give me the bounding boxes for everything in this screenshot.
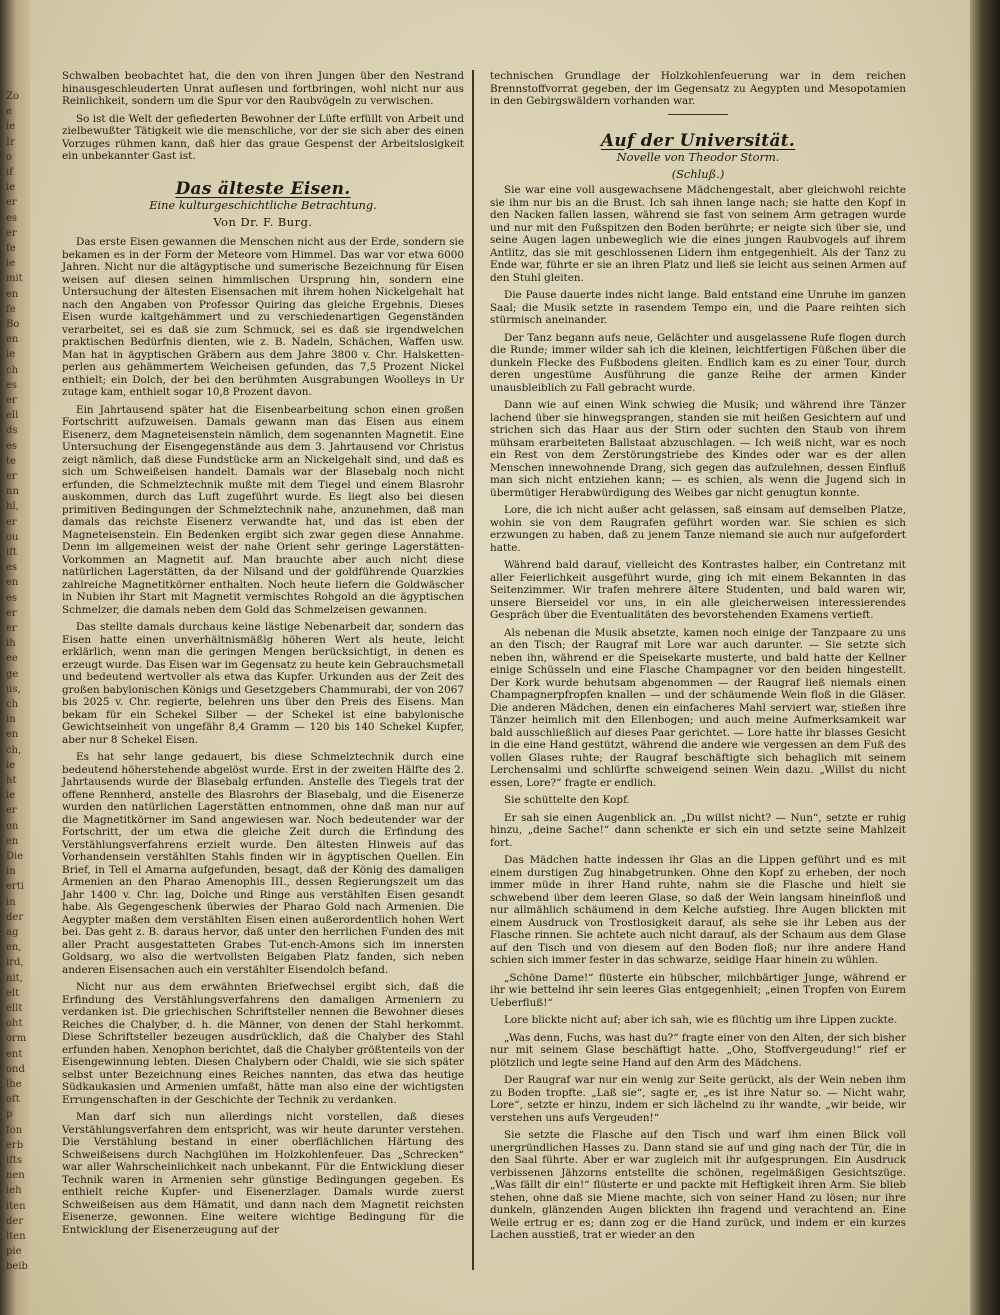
margin-fragment: ih: [6, 638, 16, 650]
margin-fragment: in: [6, 896, 16, 908]
article-author-eisen: Von Dr. F. Burg.: [213, 214, 313, 229]
margin-fragment: iten: [6, 1200, 26, 1212]
margin-fragment: Bo: [6, 319, 20, 330]
margin-fragment: ellt: [6, 1003, 23, 1014]
margin-fragment: es: [6, 562, 18, 574]
margin-fragment: oht: [6, 1018, 23, 1030]
margin-fragment: ird,: [6, 957, 24, 969]
margin-fragment: lhe: [6, 1079, 22, 1090]
paragraph: Als nebenan die Musik absetzte, kamen noch einige der Tanzpaare zu uns an den Tisch; der Raugraf mit Lore war auch darunter. — Sie setzte sich neben ihn, während er die Speisekarte musterte, und bald hatte der Kellner einige Schüsseln und eine Flasche Champagner vor den beiden hingestellt. Der Kork wurde behutsam abgenommen — der Raugraf ließ niemals einen Champagnerpfropfen knallen — und der schäumende Wein floß in die Gläser. Die anderen Mädchen, denen ein einfacheres Mahl serviert war, stießen ihre Tänzer heimlich mit den Ellenbogen; und auch meine Aufmerksamkeit war bald ausschließlich auf dieses Paar gerichtet. — Lore hatte ihr blasses Gesicht in die eine Hand gestützt, während die andere wie vergessen an dem Fuß des vollen Glases ruhte; der Raugraf beschäftigte sich behaglich mit seinem Lerchensalmi und schlürfte schweigend seinen Wein dazu. „Willst du nicht essen, Lore?“ fragte er endlich.: [490, 626, 906, 789]
paragraph: „Schöne Dame!“ flüsterte ein hübscher, milchbärtiger Junge, während er ihr wie bettelnd ihr sein leeres Glas entgegenhielt; „einen Tropfen von Eurem Ueberfluß!“: [490, 971, 906, 1009]
right-intro-text: [490, 70, 906, 108]
margin-fragment: en: [6, 835, 19, 847]
margin-fragment: on: [6, 820, 19, 832]
paragraph: Man darf sich nun allerdings nicht vorstellen, daß dieses Verstählungsverfahren dem entspricht, was wir heute darunter verstehen. Die Verstählung bestand in einer oberflächlichen Härtung des Schweißeisens durch Nachglühen im Holzkohlenfeuer. Das „Schrecken“ war aller Wahrscheinlichkeit nach unbekannt. Für die Entwicklung dieser Technik waren in Armenien sehr günstige Bedingungen gegeben. Es enthielt reiche Kupfer- und Eisenerzlager. Damals wurde zuerst Schweißeisen aus dem Hämatit, und dann nach dem Magnetit reichsten Eisenerze, gewonnen. Eine weitere wichtige Bedingung für die Entwicklung der Eisenerzeugung auf der: [62, 1111, 464, 1236]
article-body-universitaet: [490, 184, 906, 1242]
paragraph: Lore, die ich nicht außer acht gelassen, saß einsam auf demselben Platze, wohin sie von dem Raugrafen geführt worden war. Sie schien es sich erzwungen zu haben, daß zu jenem Tanze niemand sie auch nur aufgefordert hatte.: [490, 504, 906, 554]
margin-fragment: hl,: [6, 501, 19, 513]
adjacent-page-strip: [0, 0, 30, 1315]
margin-fragment: ell: [6, 410, 19, 422]
margin-fragment: er: [6, 623, 17, 634]
margin-fragment: us,: [6, 683, 21, 695]
margin-fragment: erti: [6, 881, 24, 893]
margin-fragment: es: [6, 592, 18, 604]
paragraph: Sie schüttelte den Kopf.: [504, 794, 630, 806]
margin-fragment: if: [6, 167, 13, 178]
margin-fragment: ie: [6, 759, 16, 771]
margin-fragment: ch: [6, 699, 19, 710]
margin-fragment: oft: [6, 1094, 20, 1106]
margin-fragment: mit: [6, 273, 23, 285]
margin-fragment: ifts: [6, 1155, 23, 1166]
margin-fragment: te: [6, 455, 16, 467]
margin-fragment: en: [6, 334, 19, 346]
margin-fragment: es: [6, 212, 18, 224]
margin-fragment: ent: [6, 1048, 23, 1060]
margin-fragment: in: [6, 714, 16, 726]
margin-fragment: fon: [6, 1124, 23, 1136]
book-spine-edge: [970, 0, 1000, 1315]
margin-fragment: e: [6, 106, 12, 118]
margin-fragment: ag: [6, 927, 19, 938]
article-note-universitaet: (Schluß.): [671, 166, 725, 181]
margin-fragment: er: [6, 197, 17, 209]
margin-fragment: Ir: [6, 136, 15, 148]
margin-fragment: en: [6, 288, 19, 300]
margin-fragment: Zo: [6, 91, 19, 102]
margin-fragment: nen: [6, 1170, 25, 1182]
margin-fragment: fe: [6, 303, 16, 315]
margin-fragment: ie: [6, 790, 16, 802]
paragraph: Der Raugraf war nur ein wenig zur Seite gerückt, als der Wein neben ihm zu Boden tropfte. „Laß sie“, sagte er, „es ist ihre Natur so. — Nicht wahr, Lore“, setzte er hinzu, indem er sich lächelnd zu ihr wandte, „wir beide, wir verstehen uns aufs Vergeuden!“: [490, 1074, 906, 1124]
newspaper-page: [30, 0, 970, 1315]
margin-fragment: ee: [6, 653, 18, 665]
margin-fragment: ie: [6, 121, 16, 133]
margin-fragment: pie: [6, 1246, 22, 1258]
paragraph: Das erste Eisen gewannen die Menschen nicht aus der Erde, sondern sie bekamen es in der Form der Meteore vom Himmel. Das war vor etwa 6000 Jahren. Nicht nur die altägyptische und sumerische Bezeichnung für Eisen weisen auf diesen seinen himmlischen Ursprung hin, sondern eine Untersuchung der ältesten Eisensachen mit ihrem hohen Nickelgehalt hat nach den Angaben von Professor Quiring das gleiche Ergebnis. Dieses Eisen wurde kaltgehämmert und zu verschiedenartigen Gegenständen verarbeitet, sei es daß sie zum Schmuck, sei es daß sie irgendwelchen praktischen Bedürfnis dienten, wie z. B. Nadeln, Schächen, Waffen usw. Man hat in ägyptischen Gräbern aus dem Jahre 3800 v. Chr. Halsketten-perlen aus gehämmertem Weicheisen gefunden, das 7,5 Prozent Nickel enthielt; ein Dolch, der bei den berühmten Ausgrabungen Woolleys in Ur zutage kam, enthielt sogar 10,8 Prozent davon.: [62, 236, 464, 398]
margin-fragment: ie: [6, 349, 16, 361]
margin-fragment: der: [6, 911, 24, 923]
margin-fragment: er: [6, 607, 17, 619]
section-divider: [668, 114, 728, 115]
margin-fragment: er: [6, 395, 17, 406]
paragraph: Der Tanz begann aufs neue, Gelächter und ausgelassene Rufe flogen durch die Runde; immer wilder sah ich die kleinen, leichtfertigen Füßchen über die dunkeln Flecke des Fußbodens gleiten. Endlich kam es zu einer Tour, durch deren ungestüme Ausführung die ganze Reihe der armen Kinder unausbleiblich zu Fall gebracht wurde.: [490, 331, 906, 394]
margin-fragment: p: [6, 1109, 13, 1121]
margin-fragment: er: [6, 516, 17, 528]
margin-fragment: der: [6, 1215, 24, 1227]
margin-fragment: erb: [6, 1139, 24, 1151]
margin-fragment: ift: [6, 547, 17, 558]
column-divider: [472, 70, 474, 1270]
article-subtitle-eisen: Eine kulturgeschichtliche Betrachtung.: [149, 198, 377, 212]
margin-fragment: er: [6, 227, 17, 239]
paragraph: Lore blickte nicht auf; aber ich sah, wie es flüchtig um ihre Lippen zuckte.: [504, 1014, 898, 1026]
margin-fragment: ge: [6, 668, 19, 680]
margin-fragment: o: [6, 151, 13, 163]
paragraph: Er sah sie einen Augenblick an. „Du willst nicht? — Nun“, setzte er ruhig hinzu, „deine Sache!“ dann schenkte er sich ein und setzte seine Mahlzeit fort.: [490, 811, 906, 849]
margin-fragment: ch: [6, 364, 19, 376]
margin-fragment: en: [6, 729, 19, 741]
paragraph: Es hat sehr lange gedauert, bis diese Schmelztechnik durch eine bedeutend höherstehende abgelöst wurde. Erst in der zweiten Hälfte des 2. Jahrtausends wurde der Blasebalg erfunden. Anstelle des Tiegels trat der offene Rennherd, anstelle des Blasrohrs der Blasebalg, und die Eisenerze wurden den natürlichen Lagerstätten entnommen, ohne daß man nur auf die Magnetitkörner im Sand angewiesen war. Noch bedeutender war der Fortschritt, der um etwa die gleiche Zeit durch die Erfindung des Verstählungsverfahrens erzielt wurde. Den ältesten Hinweis auf das Vorhandensein verstählten Stahls finden wir in ägyptischen Quellen. Ein Brief, in Tell el Amarna aufgefunden, besagt, daß der König des damaligen Armenien an den Pharao Amenophis III., dessen Regierungszeit um das Jahr 1400 v. Chr. lag, Dolche und Ringe aus verstählten Eisen gesandt habe. Als Gegengeschenk überwies der Pharao Gold nach Armenien. Die Aegypter maßen dem verstählten Eisen einen außerordentlich hohen Wert bei. Das geht z. B. daraus hervor, daß unter den herrlichen Funden des mit aller Pracht ausgestatteten Grabes Tut-ench-Amons sich im innersten Goldsarg, wo also die wertvollsten Beigaben Platz fanden, sich neben anderen Eisensachen auch ein verstählter Eisendolch befand.: [62, 751, 464, 976]
article-title-universitaet: Auf der Universität.: [600, 130, 796, 151]
margin-fragment: es: [6, 379, 18, 391]
paragraph: Schwalben beobachtet hat, die den von ihren Jungen über den Nestrand hinausgeschleuderten Unrat auflesen und fortbringen, wohl nicht nur aus Reinlichkeit, sondern um die Spur vor den Raubvögeln zu verwischen.: [62, 70, 464, 107]
paragraph: Das Mädchen hatte indessen ihr Glas an die Lippen geführt und es mit einem durstigen Zug hinabgetrunken. Ohne den Kopf zu erheben, der noch immer müde in ihrer Hand ruhte, nahm sie die Flasche und hielt sie schwebend über dem leeren Glase, so daß der Wein langsam hineinfloß und nur allmählich schäumend in dem Kelche aufstieg. Ihre Augen blickten mit einem Ausdruck von Trostlosigkeit darauf, als sehe sie ihr Leben aus der Flasche rinnen. Sie achtete auch nicht darauf, als der Schaum aus dem Glase auf den Tisch und von diesem auf den Boden floß; nur ihre andere Hand schien sich immer fester in das schwarze, seidige Haar hinein zu wühlen.: [490, 854, 906, 966]
margin-fragment: nn: [6, 486, 19, 498]
paragraph: technischen Grundlage der Holzkohlenfeuerung war in dem reichen Brennstoffvorrat gegeben, der im Gegensatz zu Aegypten und Mesopotamien in den Gebirgswäldern vorhanden war.: [490, 70, 906, 107]
paragraph: Dann wie auf einen Wink schwieg die Musik; und während ihre Tänzer lachend über sie hinwegsprangen, standen sie mit heißen Gesichtern auf und strichen sich das Haar aus der Stirn oder suchten den Staub von ihrem mühsam erarbeiteten Ballstaat abzuschlagen. — Ich weiß nicht, war es noch ein Rest von dem Zerstörungstriebe des Kindes oder war es der allen Menschen innewohnende Drang, sich gegen das aufzulehnen, dessen Einfluß man sich nicht entziehen kann; — es schien, als wenn die Jugend sich in übermütiger Herabwürdigung des Weibes gar nicht genugtun konnte.: [490, 399, 906, 499]
paragraph: Die Pause dauerte indes nicht lange. Bald entstand eine Unruhe im ganzen Saal; die Musik setzte in rasendem Tempo ein, und die Paare reihten sich stürmisch aneinander.: [490, 289, 906, 326]
paragraph: Sie war eine voll ausgewachsene Mädchengestalt, aber gleichwohl reichte sie ihm nur bis an die Brust. Ich sah ihnen lange nach; sie hatte den Kopf in den Nacken fallen lassen, während sie fast von seinem Arm getragen wurde und nur mit den Fußspitzen den Boden berührte; er neigte sich über sie, und seine Augen lagen unbeweglich wie die eines jungen Raubvogels auf ihrem Antlitz, das sie mit geschlossenen Lidern ihm entgegenhielt. Als der Tanz zu Ende war, führte er sie an ihren Platz und ließ sie leicht aus seinen Armen auf den Stuhl gleiten.: [490, 184, 906, 284]
margin-fragment: ht: [6, 775, 17, 786]
left-intro-text: [62, 70, 464, 163]
left-column: [62, 70, 464, 1270]
paragraph: Ein Jahrtausend später hat die Eisenbearbeitung schon einen großen Fortschritt aufzuweisen. Damals gewann man das Eisen aus einem Eisenerz, dem Magneteisenstein nämlich, dem sogenannten Magnetit. Eine Untersuchung der Eisengegenstände aus dem 3. Jahrtausend vor Christus zeigt nämlich, daß diese Fundstücke arm an Nickelgehalt sind, und daß es sich um Schweißeisen handelt. Damals war der Blasebalg noch nicht erfunden, die Schmelztechnik mußte mit dem Tiegel und einem Blasrohr auskommen, durch das Luft zugeführt wurde. Es liegt also bei diesen primitiven Bedingungen der Schmelztechnik nahe, anzunehmen, daß man damals das reichste Eisenerz verwandte hat, und das ist eben der Magneteisenstein. Ein Bedenken ergibt sich zwar gegen diese Annahme. Denn im allgemeinen weist der nahe Orient sehr geringe Lagerstätten-Vorkommen an Magnetit auf. Man brauchte aber auch nicht diese natürlichen Lagerstätten, da der Nilsand und der goldführende Quarzkies zahlreiche Magnetitkörner enthalten. Noch heute liefern die Goldwäscher in Nubien ihr Start mit Magnetit vermischtes Rohgold an die ägyptischen Schmelzer, die damals neben dem Gold das Schmelzeisen gewannen.: [62, 403, 464, 616]
article-title-eisen: Das älteste Eisen.: [175, 178, 351, 199]
margin-fragment: er: [6, 805, 17, 817]
margin-fragment: ie: [6, 182, 16, 194]
paragraph: Sie setzte die Flasche auf den Tisch und warf ihm einen Blick voll unergründlichen Hasses zu. Dann stand sie auf und ging nach der Tür, die in den Saal führte. Aber er war zugleich mit ihr aufgesprungen. Ein Ausdruck verbissenen Jähzorns entstellte die schönen, regelmäßigen Gesichtszüge. „Was fällt dir ein!“ flüsterte er und packte mit Heftigkeit ihren Arm. Sie blieb stehen, ohne daß sie Miene machte, sich von seiner Hand zu lösen; nur ihre dunkeln, glänzenden Augen blickten ihn fragend und verachtend an. Eine Weile ertrug er es; dann zog er die Hand zurück, und indem er ein kurzes Lachen ausstieß, trat er wieder an den: [490, 1129, 906, 1241]
margin-fragment: elt: [6, 987, 20, 999]
margin-fragment: en,: [6, 942, 22, 954]
margin-fragment: er: [6, 471, 17, 482]
margin-fragment: Die: [6, 851, 24, 862]
margin-fragment: ieh: [6, 1185, 22, 1197]
paragraph: Während bald darauf, vielleicht des Kontrastes halber, ein Contretanz mit aller Feierlichkeit ausgeführt wurde, ging ich mit einem Bekannten in das Seitenzimmer. Wir trafen mehrere ältere Studenten, und bald waren wir, unsere Bierseidel vor uns, in ein alle gleicherweisen interessierendes Gespräch über die Eventualitäten des bevorstehenden Examens vertieft.: [490, 559, 906, 621]
margin-fragment: ch,: [6, 744, 22, 756]
margin-fragment: nit,: [6, 972, 23, 984]
paragraph: Nicht nur aus dem erwähnten Briefwechsel ergibt sich, daß die Erfindung des Verstählungsverfahrens den damaligen Armeniern zu verdanken ist. Die griechischen Schriftsteller nennen die Bewohner dieses Reiches die Chalyber, d. h. die Männer, von denen der Stahl herkommt. Diese Schriftsteller bezeugen ausdrücklich, daß die Chalyber des Stahl erfunden haben. Xenophon berichtet, daß die Chalyber größtenteils von der Eisengewinnung lebten. Diesen Chalybern oder Chaldi, wie sie sich später selbst unter Bezeichnung eines Reiches nannten, das etwa das heutige Südkaukasien und Armenien umfaßt, hätte man also eine der wichtigsten Errungenschaften in der Geschichte der Technik zu verdanken.: [62, 981, 464, 1106]
paragraph: So ist die Welt der gefiederten Bewohner der Lüfte erfüllt von Arbeit und zielbewußter Tätigkeit wie die menschliche, vor der sie sich aber des einen Vorzuges rühmen kann, daß hier das graue Gespenst der Arbeitslosigkeit ein unbekannter Gast ist.: [62, 112, 464, 162]
margin-fragment: es: [6, 440, 18, 452]
margin-fragment: orm: [6, 1033, 27, 1045]
margin-fragment: ond: [6, 1063, 25, 1075]
paragraph: „Was denn, Fuchs, was hast du?“ fragte einer von den Alten, der sich bisher nur mit seinem Glase beschäftigt hatte. „Oho, Stoffvergeudung!“ rief er plötzlich und legte seine Hand auf den Arm des Mädchens.: [490, 1031, 906, 1069]
margin-fragment: fe: [6, 243, 16, 254]
margin-fragment: ou: [6, 531, 19, 543]
right-column: [490, 70, 906, 1270]
margin-fragment: ie: [6, 258, 16, 270]
paragraph: Das stellte damals durchaus keine lästige Nebenarbeit dar, sondern das Eisen hatte einen unverhältnismäßig höheren Wert als heute, leicht erklärlich, wenn man die geringen Mengen berücksichtigt, in denen es erzeugt wurde. Das Eisen war im Gegensatz zu heute kein Gebrauchsmetall und bedeutend wertvoller als etwa das Kupfer. Urkunden aus der Zeit des großen babylonischen Königs und Gesetzgebers Chammurabi, der von 2067 bis 2025 v. Chr. regierte, belehren uns über den Preis des Eisens. Man bekam für ein Schekel Silber — der Schekel ist eine babylonische Gewichtseinheit von ungefähr 8,4 Gramm — 120 bis 140 Schekel Kupfer, aber nur 8 Schekel Eisen.: [62, 621, 464, 746]
margin-fragment: ds: [6, 425, 18, 437]
article-body-eisen: [62, 236, 464, 1236]
margin-fragment: en: [6, 577, 19, 589]
margin-fragment: lten: [6, 1231, 26, 1242]
article-subtitle-universitaet: Novelle von Theodor Storm.: [616, 150, 780, 164]
margin-fragment: in: [6, 866, 16, 878]
margin-fragment: beib: [6, 1261, 28, 1273]
